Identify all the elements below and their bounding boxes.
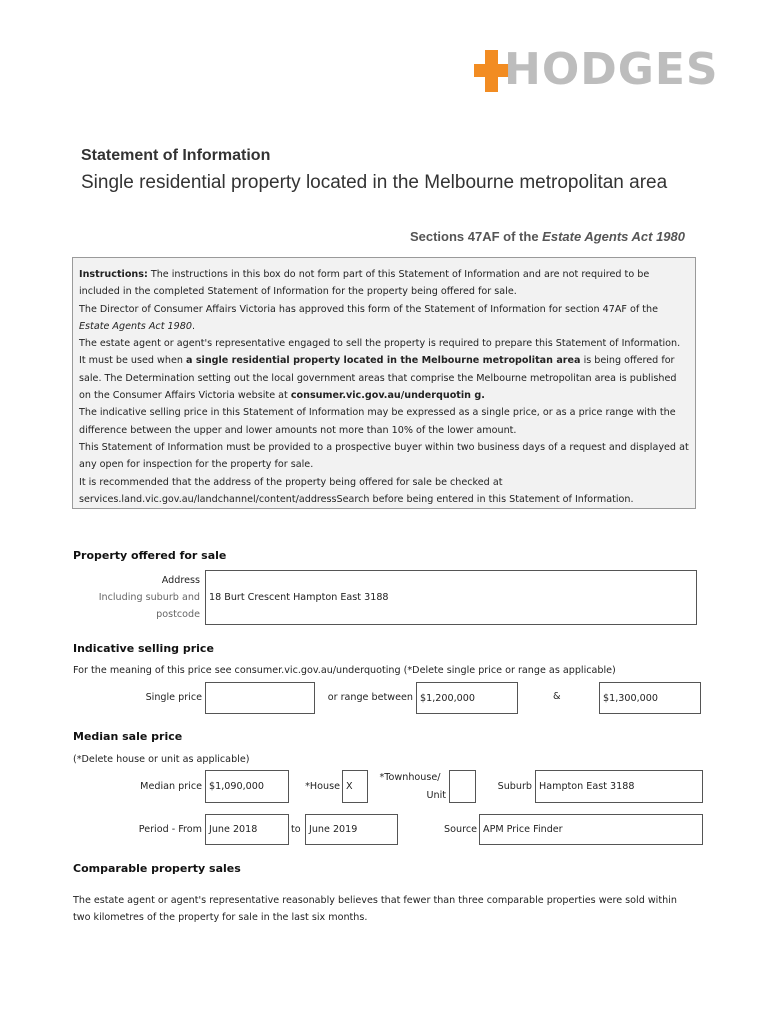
page-subtitle: Single residential property located in the Melbourne metropolitan area bbox=[81, 172, 668, 193]
house-label: *House bbox=[305, 781, 340, 792]
single-price-field[interactable] bbox=[205, 682, 315, 714]
townhouse-label-1: *Townhouse/ bbox=[379, 772, 441, 783]
instructions-label: Instructions: bbox=[79, 269, 148, 280]
instructions-p1 bbox=[79, 266, 689, 301]
period-to-label: to bbox=[291, 824, 301, 835]
property-heading: Property offered for sale bbox=[73, 549, 227, 562]
instructions-p3-bold: a single residential property located in the Melbourne metropolitan area bbox=[186, 355, 581, 367]
instructions-box bbox=[72, 257, 696, 509]
address-sublabel-2: postcode bbox=[156, 609, 200, 620]
instructions-p4: The indicative selling price in this Statement of Information may be expressed as a single price, or as a price range with the difference between the upper and lower amounts not more than 10% of the lower amount. bbox=[79, 407, 676, 436]
range-low-field[interactable]: $1,200,000 bbox=[416, 682, 518, 714]
act-prefix: Sections 47AF of the bbox=[409, 229, 543, 244]
suburb-label: Suburb bbox=[497, 781, 532, 792]
range-ampersand: & bbox=[553, 691, 561, 702]
instructions-p3 bbox=[79, 335, 689, 404]
instructions-p1-text: The instructions in this box do not form part of this Statement of Information and are not required to be included in the completed Statement of Information for the property being offered for sale. bbox=[79, 269, 650, 298]
instructions-p6: It is recommended that the address of the property being offered for sale be checked at services.land.vic.gov.au/landchannel/content/addressSearch before being entered in this Statement of Information. bbox=[79, 476, 634, 505]
instructions-p2 bbox=[79, 301, 689, 336]
period-from-field[interactable]: June 2018 bbox=[205, 814, 289, 845]
indicative-heading: Indicative selling price bbox=[73, 642, 214, 655]
instructions-p5: This Statement of Information must be provided to a prospective buyer within two business days of a request and displayed at any open for inspection for the property for sale. bbox=[79, 441, 689, 471]
comparable-heading: Comparable property sales bbox=[73, 862, 241, 875]
median-price-label: Median price bbox=[140, 781, 202, 792]
median-heading: Median sale price bbox=[73, 730, 183, 743]
cav-link[interactable]: consumer.vic.gov.au/underquotin g. bbox=[290, 390, 485, 402]
single-price-label: Single price bbox=[145, 692, 202, 703]
townhouse-label-2: Unit bbox=[426, 790, 446, 801]
instructions-p3-b: is being offered for sale. The Determination setting out the local government areas that comprise the Melbourne metropolitan area is published on the Consumer Affairs Victoria website at bbox=[79, 355, 677, 402]
address-sublabel-1: Including suburb and bbox=[98, 592, 200, 603]
comparable-text: The estate agent or agent's representative reasonably believes that fewer than three comparable properties were sold within two kilometres of the property for sale in the last six months. bbox=[73, 895, 677, 923]
median-price-field[interactable]: $1,090,000 bbox=[205, 770, 289, 803]
period-from-label: Period - From bbox=[138, 824, 202, 835]
indicative-note: For the meaning of this price see consumer.vic.gov.au/underquoting (*Delete single price or range as applicable) bbox=[73, 665, 616, 676]
period-to-field[interactable]: June 2019 bbox=[305, 814, 398, 845]
townhouse-field[interactable] bbox=[449, 770, 476, 803]
address-field[interactable]: 18 Burt Crescent Hampton East 3188 bbox=[205, 570, 697, 625]
logo-text: HODGES bbox=[504, 44, 719, 95]
instructions-p3-a: The estate agent or agent's representative engaged to sell the property is required to prepare this Statement of Information. It must be used when bbox=[79, 338, 681, 367]
range-label: or range between bbox=[327, 692, 413, 703]
source-field[interactable]: APM Price Finder bbox=[479, 814, 703, 845]
range-high-field[interactable]: $1,300,000 bbox=[599, 682, 701, 714]
address-label: Address bbox=[161, 575, 200, 586]
hodges-logo bbox=[474, 44, 719, 95]
median-note: (*Delete house or unit as applicable) bbox=[73, 754, 250, 765]
act-reference bbox=[360, 229, 685, 244]
instructions-p2-a: The Director of Consumer Affairs Victoria has approved this form of the Statement of Information for section 47AF of the bbox=[79, 303, 659, 315]
act-name: Estate Agents Act 1980 bbox=[542, 229, 685, 244]
suburb-field[interactable]: Hampton East 3188 bbox=[535, 770, 703, 803]
house-field[interactable]: X bbox=[342, 770, 368, 803]
instructions-p2-act: Estate Agents Act 1980 bbox=[79, 320, 192, 332]
source-label: Source bbox=[444, 824, 477, 835]
page-title: Statement of Information bbox=[81, 147, 271, 164]
instructions-p2-b: . bbox=[191, 320, 195, 332]
